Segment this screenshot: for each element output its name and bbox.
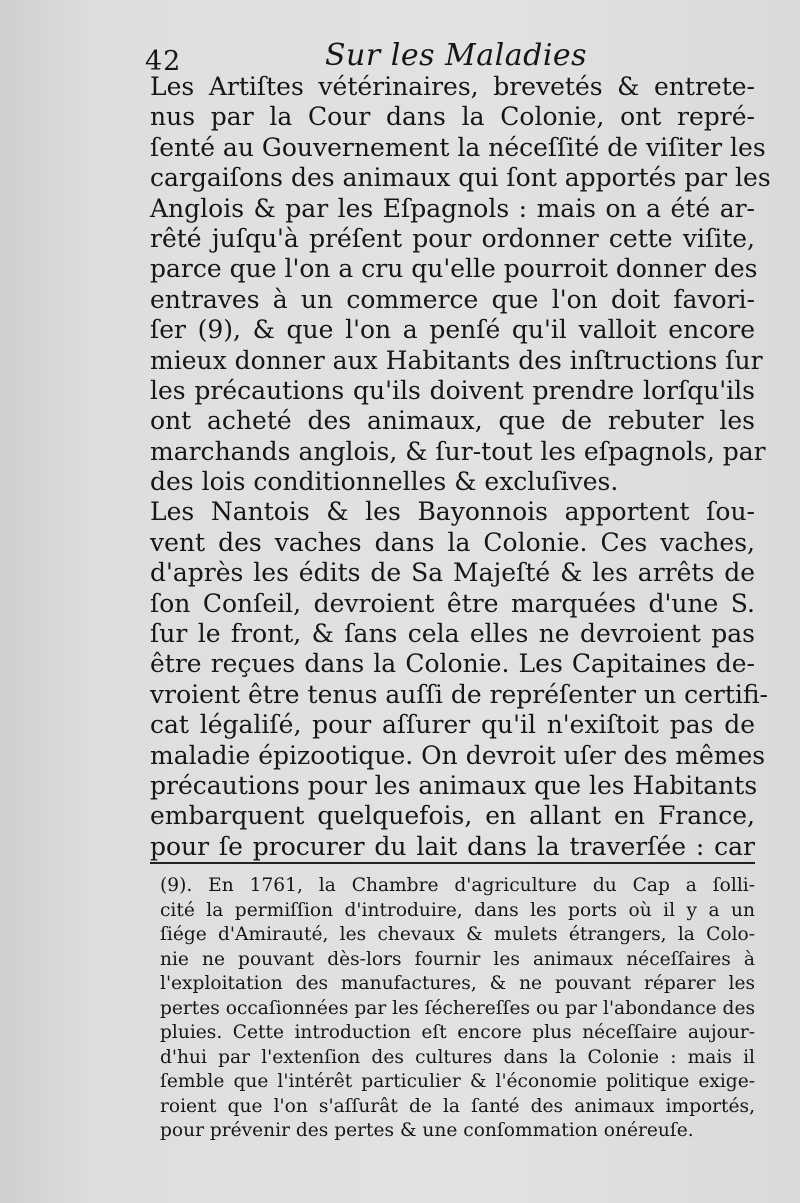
footnote-line: roient que l'on s'aſſurât de la ſanté des animaux importés, bbox=[160, 1095, 755, 1117]
text-line: pour ſe procurer du lait dans la traverſée : car bbox=[150, 831, 755, 861]
running-title: Sur les Maladies bbox=[325, 38, 588, 73]
footnote-line: l'exploitation des manufactures, & ne pouvant réparer les bbox=[160, 973, 755, 994]
footnote bbox=[160, 874, 755, 1144]
text-line: ſenté au Gouvernement la néceſſité de viſiter les bbox=[150, 132, 766, 162]
text-line: rêté juſqu'à préſent pour ordonner cette viſite, bbox=[150, 223, 755, 253]
text-line: cargaiſons des animaux qui ſont apportés par les bbox=[150, 163, 771, 193]
footnote-line: nie ne pouvant dès-lors fournir les animaux néceſſaires à bbox=[160, 948, 755, 970]
footnote-line: (9). En 1761, la Chambre d'agriculture du Cap a ſolli- bbox=[160, 875, 755, 896]
text-line: nus par la Cour dans la Colonie, ont repré- bbox=[150, 102, 755, 132]
footnote-line: d'hui par l'extenſion des cultures dans la Colonie : mais il bbox=[160, 1046, 755, 1068]
text-line: marchands anglois, & ſur-tout les eſpagnols, par bbox=[150, 436, 766, 466]
text-line: vroient être tenus auſſi de repréſenter un certifi- bbox=[150, 679, 769, 709]
text-line: mieux donner aux Habitants des inſtructions ſur bbox=[150, 345, 763, 375]
text-line: précautions pour les animaux que les Habitants bbox=[150, 770, 758, 800]
text-line: cat légaliſé, pour aſſurer qu'il n'exiſtoit pas de bbox=[150, 710, 755, 740]
body-text bbox=[150, 72, 771, 862]
text-line: ſur le front, & ſans cela elles ne devroient pas bbox=[150, 619, 755, 649]
page-number: 42 bbox=[145, 46, 182, 77]
text-line: ſer (9), & que l'on a penſé qu'il valloit encore bbox=[150, 315, 755, 345]
footnote-line: ſiége d'Amirauté, les chevaux & mulets étrangers, la Colo- bbox=[160, 924, 755, 945]
footnote-line: pertes occaſionnées par les ſéchereſſes ou par l'abondance des bbox=[160, 997, 755, 1019]
text-line: embarquent quelquefois, en allant en France, bbox=[150, 801, 755, 831]
text-line: Les Nantois & les Bayonnois apportent ſou- bbox=[150, 497, 755, 527]
text-line: être reçues dans la Colonie. Les Capitaines de- bbox=[150, 649, 755, 679]
text-line: des lois conditionnelles & excluſives. bbox=[150, 467, 619, 497]
footnote-rule bbox=[150, 862, 755, 864]
text-line: d'après les édits de Sa Majeſté & les arrêts de bbox=[150, 558, 755, 588]
footnote-line: pour prévenir des pertes & une conſommation onéreuſe. bbox=[160, 1120, 694, 1141]
text-line: ſon Conſeil, devroient être marquées d'une S. bbox=[150, 588, 755, 618]
footnote-line: ſemble que l'intérêt particulier & l'économie politique exige- bbox=[160, 1071, 755, 1092]
text-line: ont acheté des animaux, que de rebuter les bbox=[150, 406, 755, 436]
footnote-line: pluies. Cette introduction eſt encore plus néceſſaire aujour- bbox=[160, 1022, 755, 1043]
text-line: parce que l'on a cru qu'elle pourroit donner des bbox=[150, 254, 758, 284]
text-line: les précautions qu'ils doivent prendre lorſqu'ils bbox=[150, 375, 755, 405]
text-line: Anglois & par les Eſpagnols : mais on a été ar- bbox=[150, 193, 755, 223]
text-line: Les Artiſtes vétérinaires, brevetés & entrete- bbox=[150, 72, 755, 101]
text-line: vent des vaches dans la Colonie. Ces vaches, bbox=[150, 527, 755, 557]
text-line: maladie épizootique. On devroit uſer des mêmes bbox=[150, 740, 766, 770]
footnote-line: cité la permiſſion d'introduire, dans les ports où il y a un bbox=[160, 899, 755, 921]
text-line: entraves à un commerce que l'on doit favori- bbox=[150, 284, 755, 314]
running-head bbox=[145, 36, 745, 76]
